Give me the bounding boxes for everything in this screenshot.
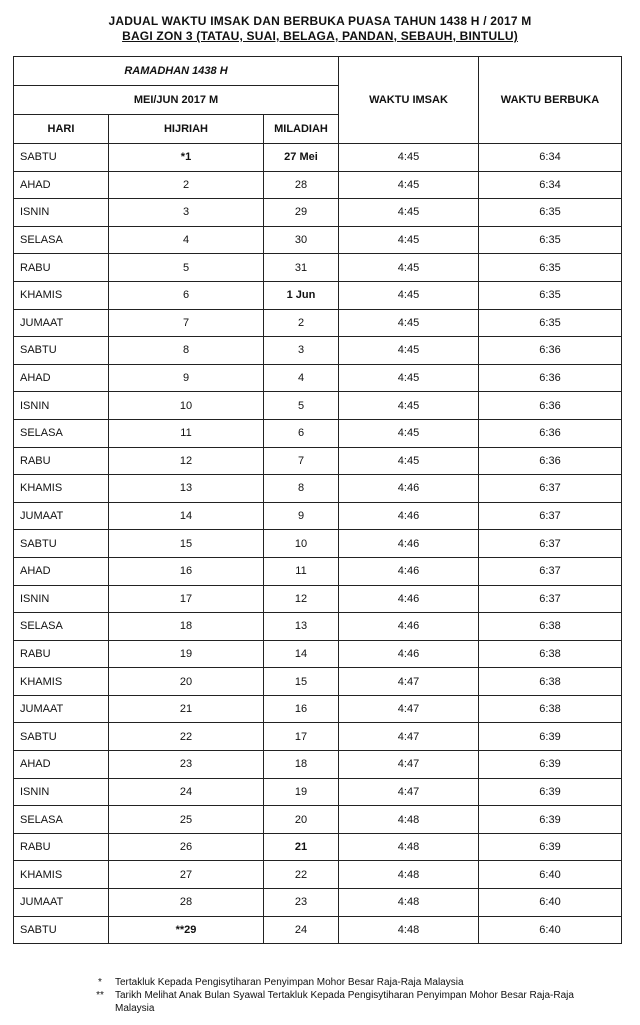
day-cell: JUMAAT [14, 502, 109, 530]
day-cell: AHAD [14, 171, 109, 199]
miladiah-cell: 30 [264, 226, 339, 254]
berbuka-time-cell: 6:37 [479, 585, 622, 613]
berbuka-time-cell: 6:35 [479, 226, 622, 254]
imsak-time-cell: 4:48 [339, 833, 479, 861]
table-row [14, 199, 622, 227]
berbuka-time-cell: 6:37 [479, 502, 622, 530]
table-row [14, 751, 622, 779]
hijriah-cell: 10 [109, 392, 264, 420]
berbuka-time-cell: 6:39 [479, 778, 622, 806]
day-cell: RABU [14, 640, 109, 668]
hijriah-cell: 26 [109, 833, 264, 861]
berbuka-time-cell: 6:39 [479, 806, 622, 834]
hijriah-cell: 3 [109, 199, 264, 227]
hijriah-cell: *1 [109, 144, 264, 172]
hari-column-header: HARI [14, 115, 109, 144]
imsak-time-cell: 4:45 [339, 309, 479, 337]
document-subtitle: BAGI ZON 3 (TATAU, SUAI, BELAGA, PANDAN, SEBAUH, BINTULU) [122, 29, 518, 43]
imsak-time-cell: 4:45 [339, 226, 479, 254]
day-cell: JUMAAT [14, 309, 109, 337]
hijriah-cell: 6 [109, 281, 264, 309]
day-cell: ISNIN [14, 585, 109, 613]
berbuka-time-cell: 6:40 [479, 861, 622, 889]
imsak-time-cell: 4:45 [339, 392, 479, 420]
table-row [14, 889, 622, 917]
table-row [14, 861, 622, 889]
imsak-time-cell: 4:48 [339, 916, 479, 944]
imsak-time-cell: 4:46 [339, 613, 479, 641]
berbuka-time-cell: 6:36 [479, 364, 622, 392]
berbuka-time-cell: 6:38 [479, 668, 622, 696]
day-cell: KHAMIS [14, 668, 109, 696]
miladiah-cell: 20 [264, 806, 339, 834]
imsak-time-cell: 4:45 [339, 171, 479, 199]
imsak-time-cell: 4:46 [339, 585, 479, 613]
table-row [14, 806, 622, 834]
table-row [14, 254, 622, 282]
berbuka-time-cell: 6:39 [479, 833, 622, 861]
imsak-time-cell: 4:48 [339, 861, 479, 889]
imsak-time-cell: 4:45 [339, 144, 479, 172]
document-title: JADUAL WAKTU IMSAK DAN BERBUKA PUASA TAHUN 1438 H / 2017 M [108, 14, 532, 28]
miladiah-cell: 7 [264, 447, 339, 475]
table-row [14, 695, 622, 723]
hijriah-cell: 12 [109, 447, 264, 475]
day-cell: AHAD [14, 751, 109, 779]
imsak-time-cell: 4:47 [339, 668, 479, 696]
miladiah-cell: 24 [264, 916, 339, 944]
imsak-column-header: WAKTU IMSAK [339, 57, 479, 144]
day-cell: SELASA [14, 419, 109, 447]
hijriah-cell: 15 [109, 530, 264, 558]
imsak-time-cell: 4:45 [339, 199, 479, 227]
table-row [14, 419, 622, 447]
table-row [14, 144, 622, 172]
footnote-text: Tarikh Melihat Anak Bulan Syawal Tertakluk Kepada Pengisytiharan Penyimpan Mohor Besar Raja-Raja Malaysia [115, 990, 574, 1014]
imsak-time-cell: 4:46 [339, 557, 479, 585]
day-cell: SABTU [14, 337, 109, 365]
imsak-time-cell: 4:45 [339, 419, 479, 447]
table-row [14, 281, 622, 309]
day-cell: SELASA [14, 226, 109, 254]
hijriah-cell: 5 [109, 254, 264, 282]
hijriah-cell: 13 [109, 475, 264, 503]
miladiah-cell: 27 Mei [264, 144, 339, 172]
berbuka-time-cell: 6:38 [479, 640, 622, 668]
miladiah-cell: 12 [264, 585, 339, 613]
berbuka-time-cell: 6:37 [479, 530, 622, 558]
imsak-time-cell: 4:46 [339, 502, 479, 530]
day-cell: JUMAAT [14, 695, 109, 723]
hijriah-cell: 24 [109, 778, 264, 806]
miladiah-cell: 9 [264, 502, 339, 530]
table-row [14, 171, 622, 199]
berbuka-time-cell: 6:39 [479, 751, 622, 779]
day-cell: KHAMIS [14, 475, 109, 503]
footnote-mark: * [98, 977, 102, 988]
day-cell: RABU [14, 833, 109, 861]
miladiah-column-header: MILADIAH [264, 115, 339, 144]
imsak-time-cell: 4:46 [339, 475, 479, 503]
month-header: MEI/JUN 2017 M [14, 86, 339, 115]
day-cell: AHAD [14, 364, 109, 392]
hijriah-cell: 27 [109, 861, 264, 889]
hijriah-cell: 28 [109, 889, 264, 917]
berbuka-time-cell: 6:37 [479, 475, 622, 503]
hijriah-cell: 21 [109, 695, 264, 723]
day-cell: ISNIN [14, 778, 109, 806]
miladiah-cell: 5 [264, 392, 339, 420]
table-row [14, 585, 622, 613]
imsak-time-cell: 4:47 [339, 751, 479, 779]
miladiah-cell: 17 [264, 723, 339, 751]
miladiah-cell: 6 [264, 419, 339, 447]
berbuka-time-cell: 6:35 [479, 254, 622, 282]
hijriah-cell: 23 [109, 751, 264, 779]
imsak-time-cell: 4:45 [339, 281, 479, 309]
imsak-time-cell: 4:47 [339, 723, 479, 751]
day-cell: RABU [14, 447, 109, 475]
hijriah-cell: 22 [109, 723, 264, 751]
schedule-table [13, 56, 622, 944]
miladiah-cell: 1 Jun [264, 281, 339, 309]
miladiah-cell: 4 [264, 364, 339, 392]
table-row [14, 447, 622, 475]
berbuka-time-cell: 6:36 [479, 419, 622, 447]
miladiah-cell: 15 [264, 668, 339, 696]
berbuka-time-cell: 6:35 [479, 281, 622, 309]
berbuka-time-cell: 6:40 [479, 889, 622, 917]
miladiah-cell: 19 [264, 778, 339, 806]
imsak-time-cell: 4:45 [339, 254, 479, 282]
imsak-time-cell: 4:48 [339, 806, 479, 834]
miladiah-cell: 16 [264, 695, 339, 723]
miladiah-cell: 10 [264, 530, 339, 558]
table-row [14, 337, 622, 365]
footnote-text: Tertakluk Kepada Pengisytiharan Penyimpan Mohor Besar Raja-Raja Malaysia [115, 977, 464, 988]
day-cell: SABTU [14, 530, 109, 558]
miladiah-cell: 18 [264, 751, 339, 779]
miladiah-cell: 2 [264, 309, 339, 337]
imsak-time-cell: 4:45 [339, 364, 479, 392]
footnote [85, 976, 605, 989]
day-cell: ISNIN [14, 392, 109, 420]
hijriah-cell: 9 [109, 364, 264, 392]
berbuka-time-cell: 6:38 [479, 613, 622, 641]
hijriah-cell: 17 [109, 585, 264, 613]
table-row [14, 364, 622, 392]
table-row [14, 502, 622, 530]
table-row [14, 475, 622, 503]
table-row [14, 530, 622, 558]
miladiah-cell: 13 [264, 613, 339, 641]
table-row [14, 668, 622, 696]
miladiah-cell: 11 [264, 557, 339, 585]
imsak-time-cell: 4:47 [339, 695, 479, 723]
berbuka-time-cell: 6:36 [479, 392, 622, 420]
berbuka-time-cell: 6:35 [479, 309, 622, 337]
hijriah-cell: 2 [109, 171, 264, 199]
table-row [14, 916, 622, 944]
berbuka-column-header: WAKTU BERBUKA [479, 57, 622, 144]
miladiah-cell: 23 [264, 889, 339, 917]
day-cell: JUMAAT [14, 889, 109, 917]
hijriah-cell: 16 [109, 557, 264, 585]
hijriah-column-header: HIJRIAH [109, 115, 264, 144]
table-row [14, 309, 622, 337]
miladiah-cell: 28 [264, 171, 339, 199]
miladiah-cell: 14 [264, 640, 339, 668]
miladiah-cell: 29 [264, 199, 339, 227]
berbuka-time-cell: 6:34 [479, 144, 622, 172]
day-cell: SELASA [14, 613, 109, 641]
hijriah-cell: 11 [109, 419, 264, 447]
hijriah-cell: 25 [109, 806, 264, 834]
footnotes [85, 976, 605, 1015]
day-cell: AHAD [14, 557, 109, 585]
table-row [14, 613, 622, 641]
imsak-time-cell: 4:45 [339, 337, 479, 365]
hijriah-cell: 19 [109, 640, 264, 668]
imsak-time-cell: 4:46 [339, 640, 479, 668]
miladiah-cell: 21 [264, 833, 339, 861]
berbuka-time-cell: 6:37 [479, 557, 622, 585]
miladiah-cell: 22 [264, 861, 339, 889]
table-row [14, 557, 622, 585]
miladiah-cell: 3 [264, 337, 339, 365]
table-row [14, 778, 622, 806]
ramadhan-header: RAMADHAN 1438 H [14, 57, 339, 86]
table-row [14, 833, 622, 861]
berbuka-time-cell: 6:38 [479, 695, 622, 723]
imsak-time-cell: 4:46 [339, 530, 479, 558]
hijriah-cell: 18 [109, 613, 264, 641]
footnote-mark: ** [96, 990, 104, 1001]
berbuka-time-cell: 6:39 [479, 723, 622, 751]
hijriah-cell: 20 [109, 668, 264, 696]
day-cell: SABTU [14, 723, 109, 751]
table-row [14, 723, 622, 751]
miladiah-cell: 31 [264, 254, 339, 282]
berbuka-time-cell: 6:35 [479, 199, 622, 227]
berbuka-time-cell: 6:36 [479, 447, 622, 475]
berbuka-time-cell: 6:40 [479, 916, 622, 944]
hijriah-cell: **29 [109, 916, 264, 944]
day-cell: SABTU [14, 916, 109, 944]
hijriah-cell: 8 [109, 337, 264, 365]
hijriah-cell: 4 [109, 226, 264, 254]
berbuka-time-cell: 6:36 [479, 337, 622, 365]
day-cell: KHAMIS [14, 281, 109, 309]
imsak-time-cell: 4:48 [339, 889, 479, 917]
table-row [14, 640, 622, 668]
imsak-time-cell: 4:45 [339, 447, 479, 475]
day-cell: RABU [14, 254, 109, 282]
imsak-time-cell: 4:47 [339, 778, 479, 806]
hijriah-cell: 14 [109, 502, 264, 530]
table-row [14, 392, 622, 420]
day-cell: SELASA [14, 806, 109, 834]
day-cell: ISNIN [14, 199, 109, 227]
day-cell: KHAMIS [14, 861, 109, 889]
miladiah-cell: 8 [264, 475, 339, 503]
table-row [14, 226, 622, 254]
hijriah-cell: 7 [109, 309, 264, 337]
day-cell: SABTU [14, 144, 109, 172]
footnote [85, 989, 605, 1015]
berbuka-time-cell: 6:34 [479, 171, 622, 199]
